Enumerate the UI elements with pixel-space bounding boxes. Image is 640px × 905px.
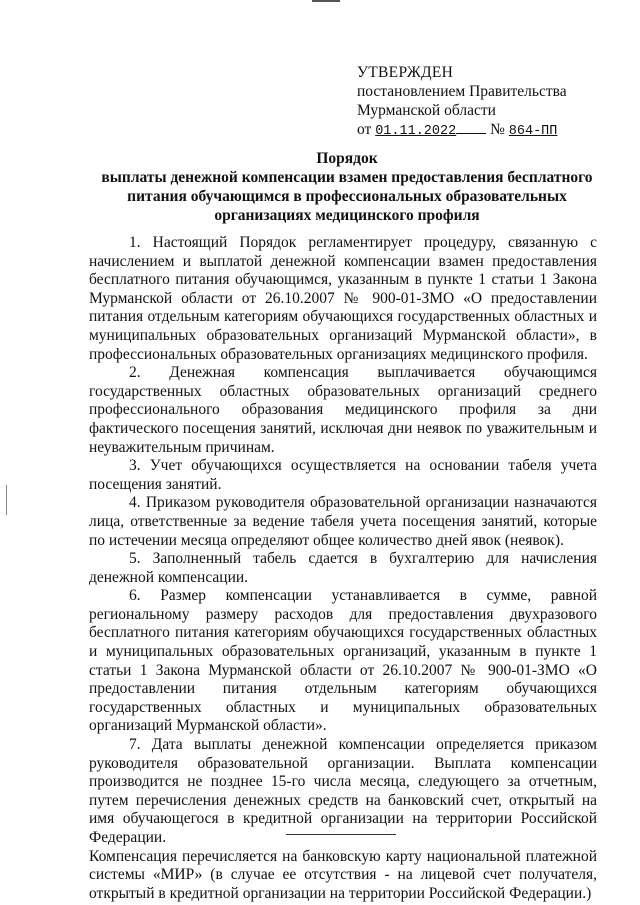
paragraph-6: 6. Размер компенсации устанавливается в сумме, равной региональному размеру расходов для предоставления двухразового бесплатного питания категориям обучающихся государственных областных и муниципальных образовательных организаций, указанным в пункте 1 статьи 1 Закона Мурманской области от 26.10.2007 № 900-01-ЗМО «О предоставлении питания отдельным категориям обучающихся государственных областных и муниципальных образовательных организаций Мурманской области». <box>89 587 597 735</box>
paragraph-5: 5. Заполненный табель сдается в бухгалтерию для начисления денежной компенсации. <box>89 550 597 586</box>
title-line-2: выплаты денежной компенсации взамен предоставления бесплатного питания обучающимся в профессиональных образовательных организациях медицинского профиля <box>101 169 593 224</box>
left-scan-mark <box>6 485 7 515</box>
approval-line-1: постановлением Правительства <box>357 83 567 100</box>
approval-heading: УТВЕРЖДЕН <box>357 64 454 81</box>
paragraph-7: 7. Дата выплаты денежной компенсации определяется приказом руководителя образовательной организации. Выплата компенсации производится не позднее 15-го числа месяца, следующего за отчетным, путем перечисления денежных средств на банковский счет, открытый на имя обучающегося в кредитной организации на территории Российской Федерации. <box>89 736 597 846</box>
title-line-1: Порядок <box>316 150 378 167</box>
paragraph-3: 3. Учет обучающихся осуществляется на основании табеля учета посещения занятий. <box>89 457 597 493</box>
document-title <box>88 149 606 225</box>
date-prefix: от <box>357 121 372 138</box>
approval-block <box>357 63 597 141</box>
approval-date-line <box>357 120 597 141</box>
paragraph-4: 4. Приказом руководителя образовательной организации назначаются лица, ответственные за ведение табеля учета посещения занятий, которые по истечении месяца определяют общее количество дней явок (неявок). <box>89 494 597 549</box>
document-body <box>89 234 597 903</box>
approval-line-2: Мурманской области <box>357 102 496 119</box>
approval-number: 864-ПП <box>508 124 558 139</box>
top-scan-mark <box>312 0 340 2</box>
paragraph-2: 2. Денежная компенсация выплачивается обучающимся государственных областных образовательных организаций среднего профессионального образования медицинского профиля за дни фактического посещения занятий, исключая дни неявок по уважительным и неуважительным причинам. <box>89 364 597 456</box>
paragraph-final: Компенсация перечисляется на банковскую карту национальной платежной системы «МИР» (в случае ее отсутствия - на лицевой счет получателя, открытый в кредитной организации на территории Российской Федерации.) <box>89 847 597 902</box>
approval-date: 01.11.2022 <box>375 124 457 139</box>
number-prefix: № <box>490 121 505 138</box>
bottom-rule <box>286 834 396 835</box>
paragraph-1: 1. Настоящий Порядок регламентирует процедуру, связанную с начислением и выплатой денежной компенсации взамен предоставления бесплатного питания обучающимся, указанным в пункте 1 статьи 1 Закона Мурманской области от 26.10.2007 № 900-01-ЗМО «О предоставлении питания отдельным категориям обучающихся государственных областных и муниципальных образовательных организаций Мурманской области», в профессиональных образовательных организациях медицинского профиля. <box>89 234 597 363</box>
